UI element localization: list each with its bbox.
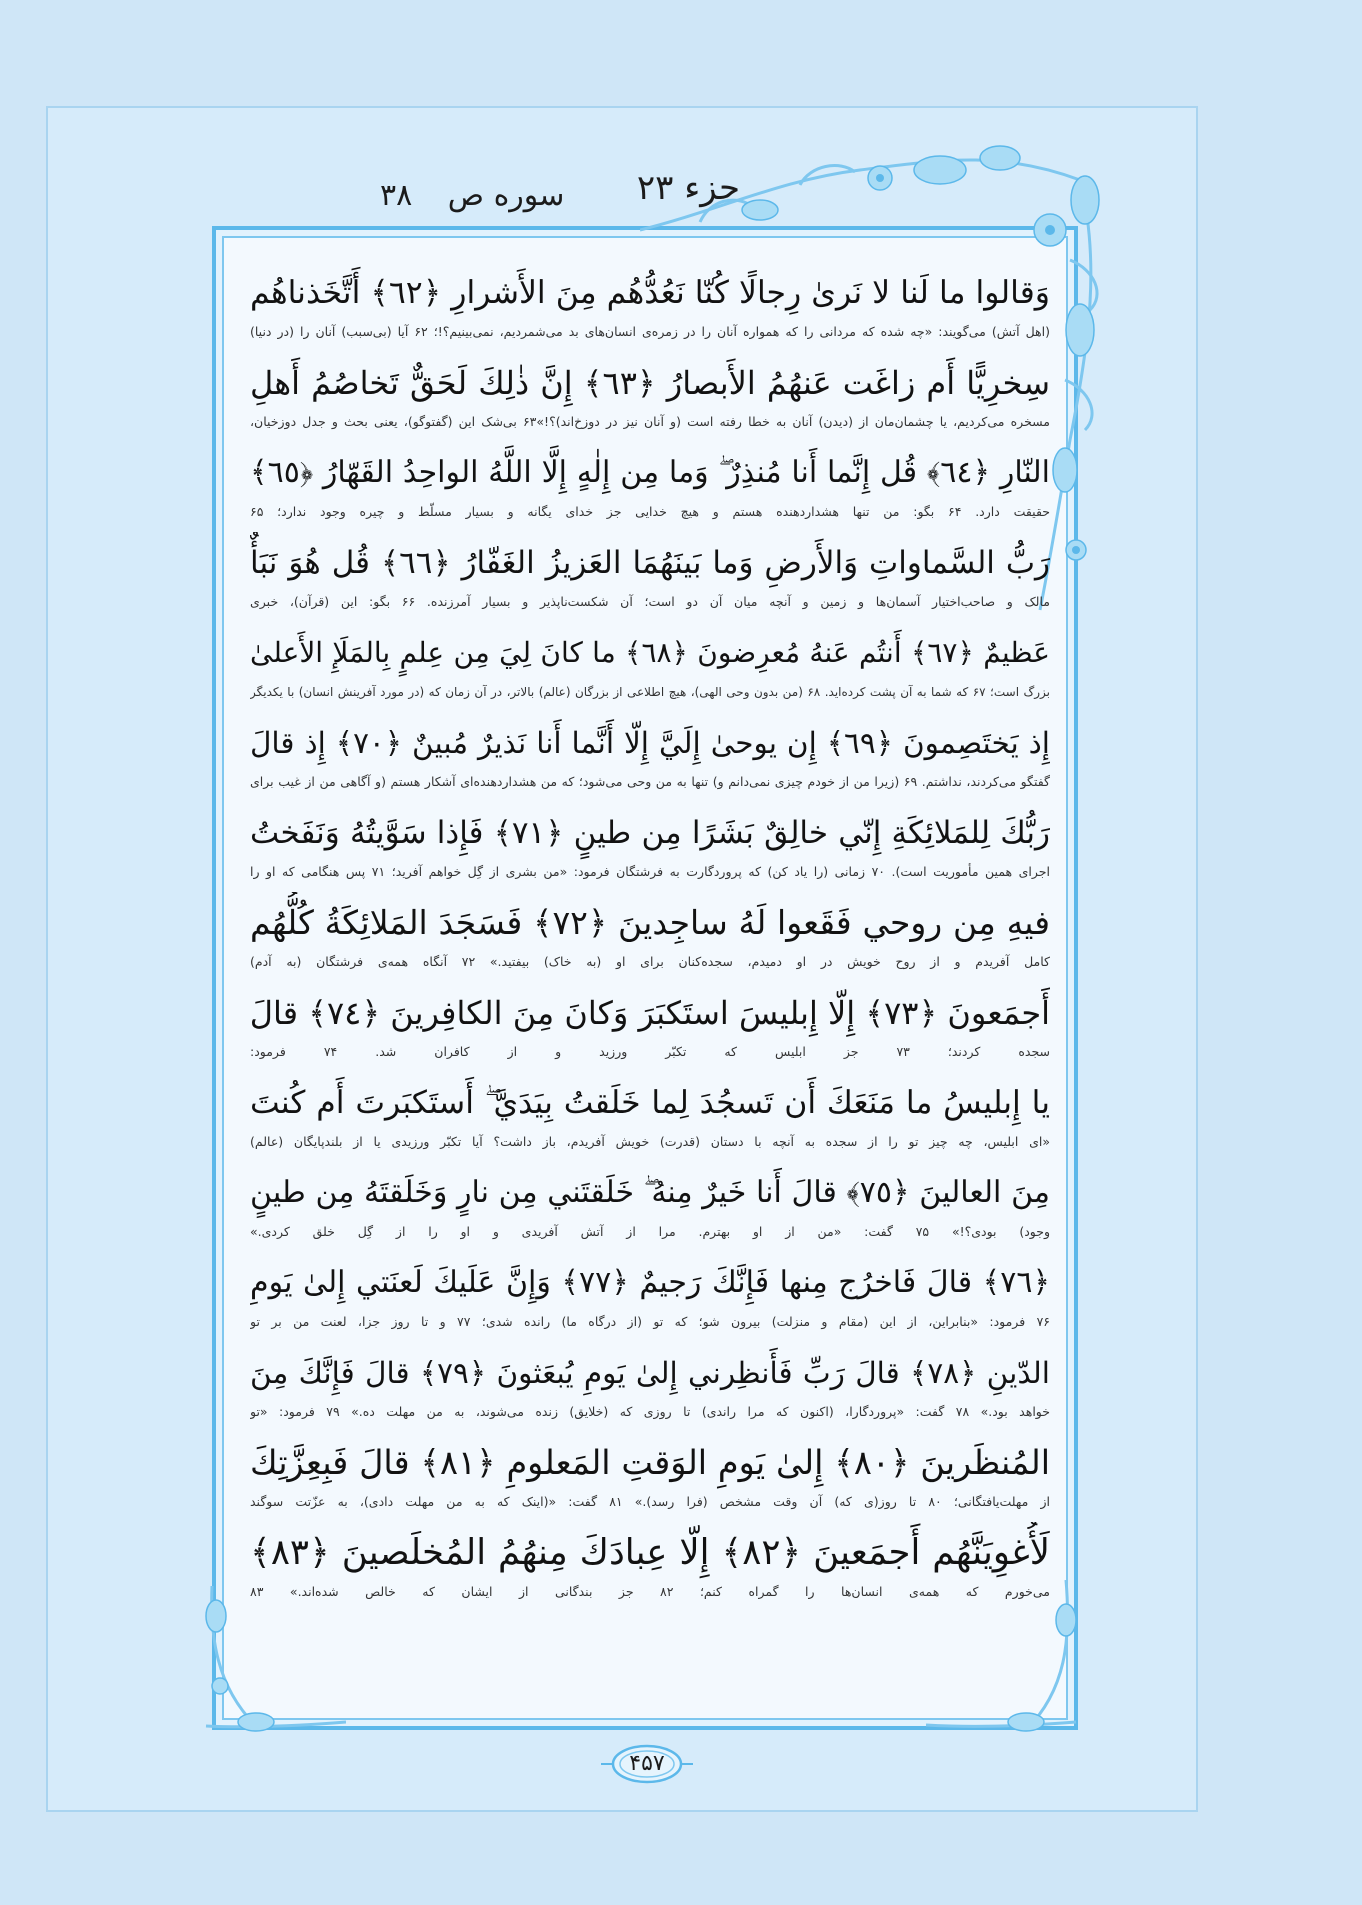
arabic-line: إِذ يَختَصِمونَ ﴿٦٩﴾ إِن يوحىٰ إِلَيَّ إِلّا أَنَّما أَنا نَذيرٌ مُبينٌ ﴿٧٠﴾ إِذ قالَ xyxy=(250,726,1050,760)
arabic-line: ﴿٧٦﴾ قالَ فَاخرُج مِنها فَإِنَّكَ رَجيمٌ ﴿٧٧﴾ وَإِنَّ عَلَيكَ لَعنَتي إِلىٰ يَومِ xyxy=(250,1265,1050,1300)
verse-line-group xyxy=(250,352,1050,442)
persian-translation-line: وجود) بودی؟!» ۷۵ گفت: «من از او بهترم. مرا از آتش آفریدی و او را از گِل خلق کردی.» xyxy=(250,1224,1050,1239)
juz-label: جزء ۲۳ xyxy=(636,168,740,208)
verse-line-group xyxy=(250,1162,1050,1252)
surah-name: سوره ص xyxy=(447,178,565,213)
arabic-line: لَأُغوِيَنَّهُم أَجمَعينَ ﴿٨٢﴾ إِلّا عِبادَكَ مِنهُمُ المُخلَصينَ ﴿٨٣﴾ xyxy=(250,1532,1050,1573)
surah-number: ۳۸ xyxy=(380,178,413,213)
arabic-line: وَقالوا ما لَنا لا نَرىٰ رِجالًا كُنّا نَعُدُّهُم مِنَ الأَشرارِ ﴿٦٢﴾ أَتَّخَذناهُم xyxy=(250,275,1050,311)
verse-line-group xyxy=(250,1342,1050,1432)
verse-line-group xyxy=(250,532,1050,622)
arabic-line: سِخرِيًّا أَم زاغَت عَنهُمُ الأَبصارُ ﴿٦٣﴾ إِنَّ ذٰلِكَ لَحَقٌّ تَخاصُمُ أَهلِ xyxy=(250,364,1050,402)
verse-line-group xyxy=(250,1072,1050,1162)
arabic-line: عَظيمٌ ﴿٦٧﴾ أَنتُم عَنهُ مُعرِضونَ ﴿٦٨﴾ ما كانَ لِيَ مِن عِلمٍ بِالمَلَإِ الأَعلىٰ xyxy=(250,636,1050,669)
arabic-line: فيهِ مِن روحي فَقَعوا لَهُ ساجِدينَ ﴿٧٢﴾ فَسَجَدَ المَلائِكَةُ كُلُّهُم xyxy=(250,903,1050,942)
persian-translation-line: بزرگ است؛ ۶۷ که شما به آن پشت کرده‌اید. ۶۸ (من بدون وحی الهی)، هیچ اطلاعی از بزرگان (عالم) بالاتر، در آن زمان که (در مورد آفرینش انسان) با یکدیگر xyxy=(250,685,1050,699)
persian-translation-line: کامل آفریدم و از روح خویش در او دمیدم، سجده‌کنان برای او (به خاک) بیفتید.» ۷۲ آنگاه همه‌ی فرشتگان (به آدم) xyxy=(250,954,1050,969)
verse-line-group xyxy=(250,982,1050,1072)
arabic-line: الدّينِ ﴿٧٨﴾ قالَ رَبِّ فَأَنظِرني إِلىٰ يَومِ يُبعَثونَ ﴿٧٩﴾ قالَ فَإِنَّكَ مِنَ xyxy=(250,1356,1050,1390)
page-header xyxy=(380,164,740,214)
verse-line-group xyxy=(250,1522,1050,1612)
verse-line-group xyxy=(250,622,1050,712)
verse-line-group xyxy=(250,1432,1050,1522)
text-lines xyxy=(250,262,1050,1702)
persian-translation-line: حقیقت دارد. ۶۴ بگو: من تنها هشداردهنده هستم و هیچ خدایی جز خدای یگانه و بسیار مسلّط و چیره وجود ندارد؛ ۶۵ xyxy=(250,504,1050,519)
page-number xyxy=(611,1743,683,1785)
arabic-line: رَبُّكَ لِلمَلائِكَةِ إِنّي خالِقٌ بَشَرًا مِن طينٍ ﴿٧١﴾ فَإِذا سَوَّيتُهُ وَنَفَختُ xyxy=(250,815,1050,851)
persian-translation-line: خواهد بود.» ۷۸ گفت: «پروردگارا، (اکنون که مرا راندی) تا روزی که (خلایق) زنده می‌شوند، به من مهلت ده.» ۷۹ فرمود: «تو xyxy=(250,1404,1050,1419)
verse-line-group xyxy=(250,892,1050,982)
persian-translation-line: مسخره می‌کردیم، یا چشمان‌مان از (دیدن) آنان به خطا رفته است (و آنان نیز در دوزخ‌اند)؟!»۶۳ بی‌شک این (گفتوگو)، یعنی بحث و جدل دوزخیان، xyxy=(250,414,1050,429)
arabic-line: المُنظَرينَ ﴿٨٠﴾ إِلىٰ يَومِ الوَقتِ المَعلومِ ﴿٨١﴾ قالَ فَبِعِزَّتِكَ xyxy=(250,1443,1050,1482)
verse-line-group xyxy=(250,712,1050,802)
arabic-line: يا إِبليسُ ما مَنَعَكَ أَن تَسجُدَ لِما خَلَقتُ بِيَدَيَّ ۖ أَستَكبَرتَ أَم كُنتَ xyxy=(250,1085,1050,1121)
arabic-line: رَبُّ السَّماواتِ وَالأَرضِ وَما بَينَهُمَا العَزيزُ الغَفّارُ ﴿٦٦﴾ قُل هُوَ نَبَأٌ xyxy=(250,545,1050,581)
verse-line-group xyxy=(250,262,1050,352)
persian-translation-line: مالک و صاحب‌اختیار آسمان‌ها و زمین و آنچه میان آن دو است؛ آن شکست‌ناپذیر و بسیار آمرزنده. ۶۶ بگو: این (قرآن)، خبری xyxy=(250,594,1050,609)
verse-line-group xyxy=(250,802,1050,892)
persian-translation-line: ۷۶ فرمود: «بنابراین، از این (مقام و منزلت) بیرون شو؛ که تو (از درگاه ما) رانده شدی؛ ۷۷ و تا روز جزا، لعنت من بر تو xyxy=(250,1314,1050,1329)
page-number-text: ۴۵۷ xyxy=(629,1751,665,1776)
surah-label xyxy=(380,178,590,213)
persian-translation-line: اجرای همین مأموریت است). ۷۰ زمانی (را یاد کن) که پروردگارت به فرشتگان فرمود: «من بشری از گِل خواهم آفرید؛ ۷۱ پس هنگامی که او را xyxy=(250,864,1050,879)
verse-line-group xyxy=(250,442,1050,532)
verse-line-group xyxy=(250,1252,1050,1342)
persian-translation-line: (اهل آتش) می‌گویند: «چه شده که مردانی را که همواره آنان را در زمره‌ی انسان‌های بد می‌شمردیم، نمی‌بینیم؟!؛ ۶۲ آیا (بی‌سبب) آنان را (در دنیا) xyxy=(250,324,1050,339)
arabic-line: النّارِ ﴿٦٤﴾ قُل إِنَّما أَنا مُنذِرٌ ۖ وَما مِن إِلٰهٍ إِلَّا اللَّهُ الواحِدُ القَهّارُ ﴿٦٥﴾ xyxy=(250,455,1050,490)
arabic-line: أَجمَعونَ ﴿٧٣﴾ إِلّا إِبليسَ استَكبَرَ وَكانَ مِنَ الكافِرينَ ﴿٧٤﴾ قالَ xyxy=(250,994,1050,1032)
persian-translation-line: سجده کردند؛ ۷۳ جز ابلیس که تکبّر ورزید و از کافران شد. ۷۴ فرمود: xyxy=(250,1044,1050,1059)
persian-translation-line: از مهلت‌یافتگانی؛ ۸۰ تا روز(ی که) آن وقت مشخص (فرا رسد).» ۸۱ گفت: «(اینک که به من مهلت دادی)، به عزّتت سوگند xyxy=(250,1494,1050,1509)
persian-translation-line: می‌خورم که همه‌ی انسان‌ها را گمراه کنم؛ ۸۲ جز بندگانی از ایشان که خالص شده‌اند.» ۸۳ xyxy=(250,1584,1050,1599)
arabic-line: مِنَ العالينَ ﴿٧٥﴾ قالَ أَنا خَيرٌ مِنهُ ۖ خَلَقتَني مِن نارٍ وَخَلَقتَهُ مِن طينٍ xyxy=(250,1175,1050,1210)
persian-translation-line: گفتگو می‌کردند، نداشتم. ۶۹ (زیرا من از خودم چیزی نمی‌دانم و) تنها به من وحی می‌شود؛ که من هشداردهنده‌ای آشکار هستم (و آگاهی من از غیب برای xyxy=(250,774,1050,789)
persian-translation-line: «ای ابلیس، چه چیز تو را از سجده به آنچه با دستان (قدرت) خویش آفریدم، باز داشت؟ آیا تکبّر ورزیدی یا از بلندپایگان (عالم) xyxy=(250,1134,1050,1149)
